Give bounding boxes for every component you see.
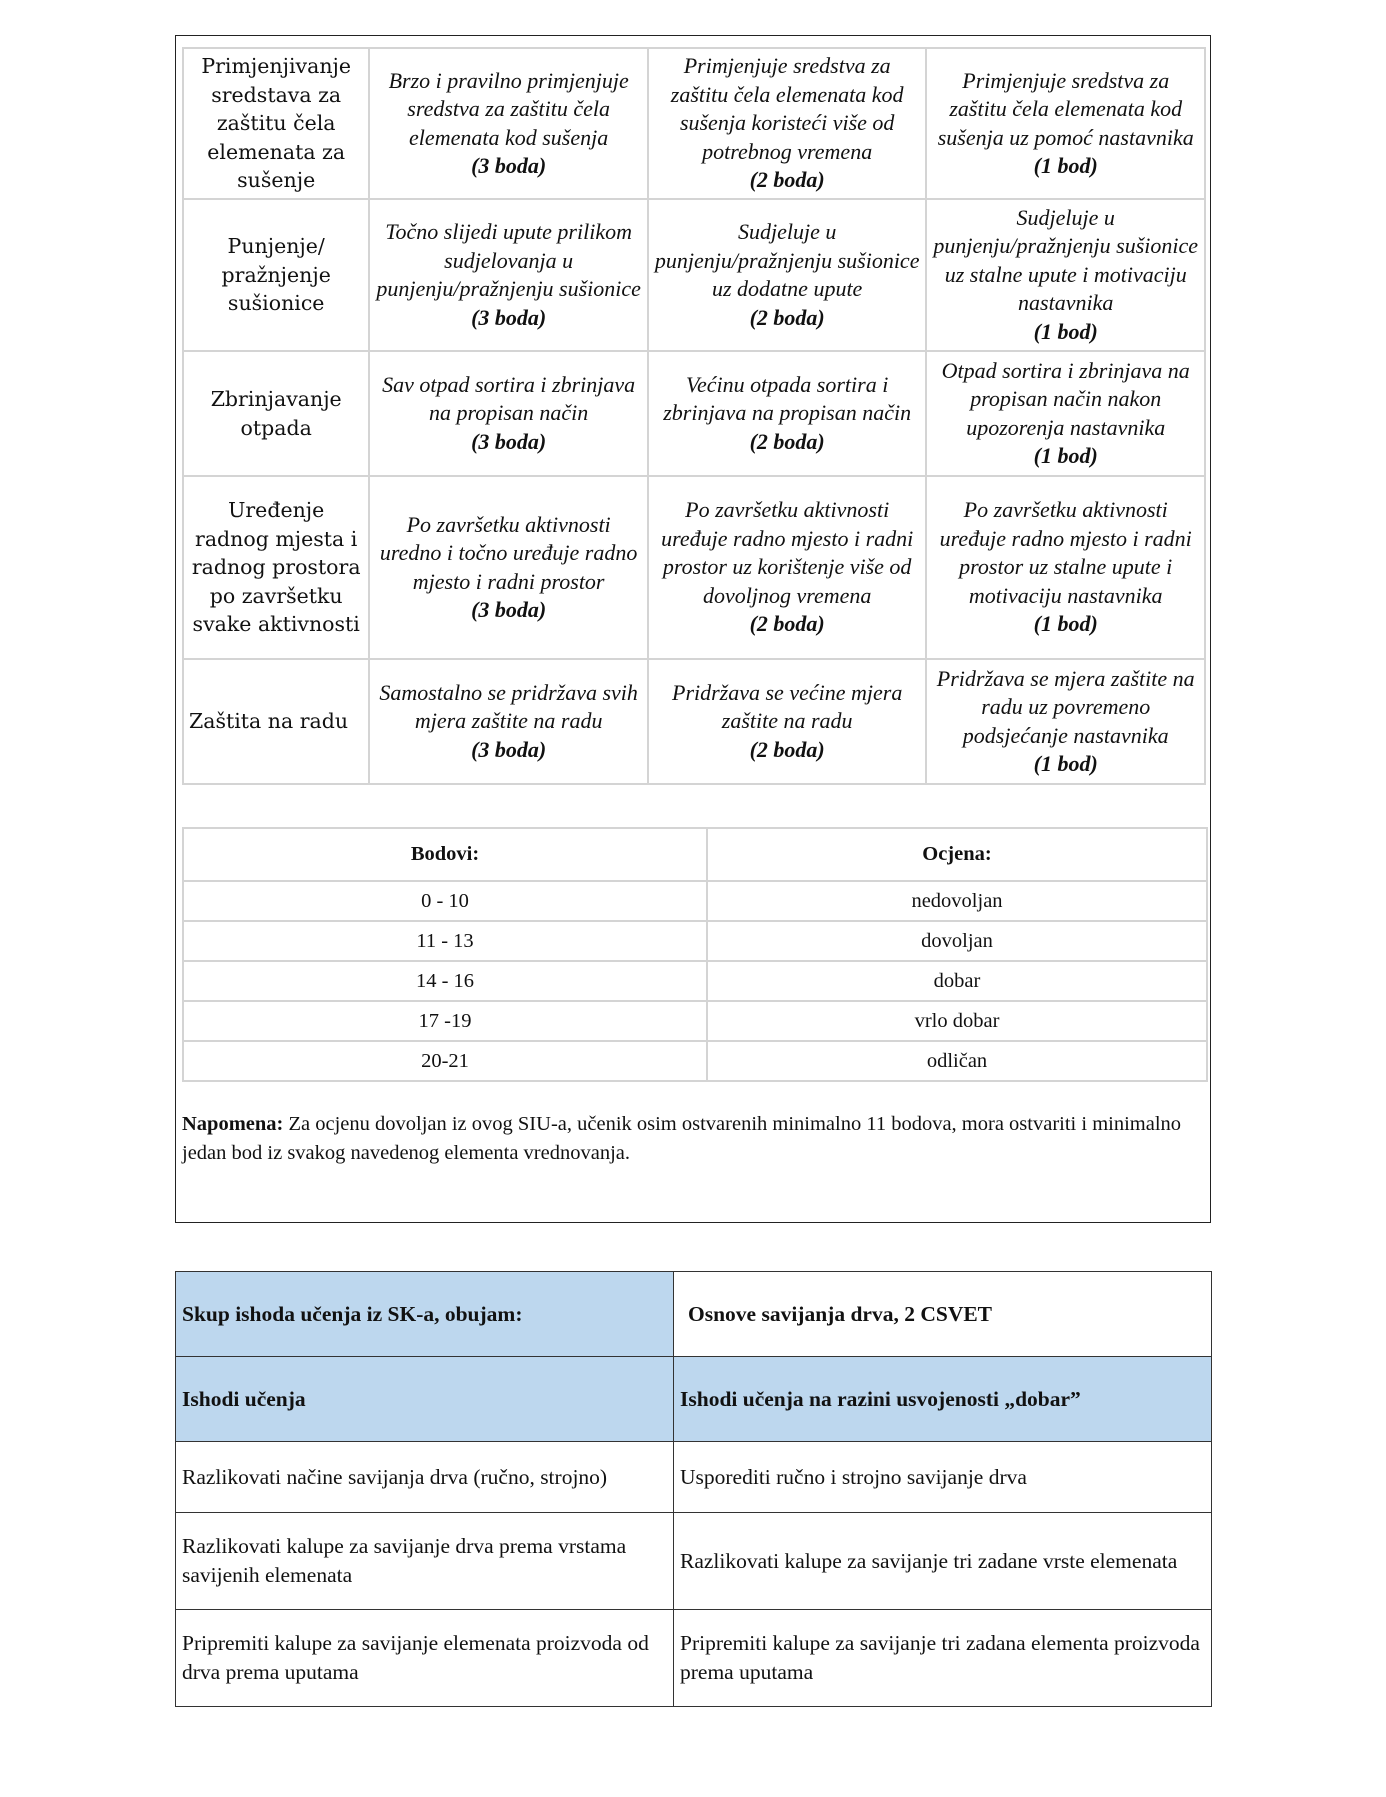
level-text: Primjenjuje sredstva za zaštitu čela elemenata kod sušenja uz pomoć nastavnika bbox=[937, 67, 1194, 150]
level-1-cell bbox=[926, 199, 1205, 351]
level-1-cell bbox=[926, 351, 1205, 476]
note-text: Za ocjenu dovoljan iz ovog SIU-a, učenik osim ostvarenih minimalno 11 bodova, mora ostvariti i minimalno jedan bod iz svakog navedenog elementa vrednovanja. bbox=[182, 1113, 1182, 1164]
level-text: Primjenjuje sredstva za zaštitu čela elemenata kod sušenja koristeći više od potrebnog vremena bbox=[670, 53, 904, 164]
level-1-cell bbox=[926, 659, 1205, 784]
level-3-cell bbox=[369, 199, 648, 351]
level-points: (3 boda) bbox=[471, 304, 547, 330]
level-points: (3 boda) bbox=[471, 597, 547, 622]
level-text: Otpad sortira i zbrinjava na propisan način nakon upozorenja nastavnika bbox=[941, 357, 1190, 440]
outcome-good-level: Pripremiti kalupe za savijanje tri zadana elementa proizvoda prema uputama bbox=[674, 1610, 1212, 1707]
level-points: (1 bod) bbox=[1033, 318, 1098, 344]
grading-row bbox=[183, 921, 1207, 961]
grade-header: Ocjena: bbox=[707, 828, 1207, 881]
points-range: 0 - 10 bbox=[183, 881, 707, 921]
rubric-row bbox=[183, 48, 1205, 199]
level-text: Sudjeluje u punjenju/pražnjenju sušionice uz stalne upute i motivaciju nastavnika bbox=[933, 204, 1199, 316]
criterion-cell: Zaštita na radu bbox=[183, 659, 369, 784]
level-text: Pridržava se mjera zaštite na radu uz povremeno podsjećanje nastavnika bbox=[936, 665, 1195, 748]
level-2-cell bbox=[648, 351, 927, 476]
level-text: Po završetku aktivnosti uređuje radno mjesto i radni prostor uz stalne upute i motivaciju nastavnika bbox=[939, 497, 1192, 608]
level-text: Većinu otpada sortira i zbrinjava na propisan način bbox=[663, 371, 912, 426]
outcome-row bbox=[176, 1442, 1212, 1513]
level-text: Pridržava se većine mjera zaštite na radu bbox=[672, 679, 903, 734]
rubric-row bbox=[183, 476, 1205, 659]
level-text: Po završetku aktivnosti uredno i točno uređuje radno mjesto i radni prostor bbox=[379, 511, 638, 594]
outcome-row bbox=[176, 1513, 1212, 1610]
learning-outcomes-table bbox=[175, 1271, 1212, 1707]
outcome-text: Pripremiti kalupe za savijanje elemenata proizvoda od drva prema uputama bbox=[176, 1610, 674, 1707]
level-1-cell bbox=[926, 48, 1205, 199]
level-text: Samostalno se pridržava svih mjera zaštite na radu bbox=[379, 679, 638, 734]
outcome-set-value: Osnove savijanja drva, 2 CSVET bbox=[674, 1272, 1212, 1357]
level-points: (3 boda) bbox=[471, 428, 547, 454]
level-points: (2 boda) bbox=[749, 428, 825, 454]
rubric-table bbox=[182, 47, 1206, 785]
points-header: Bodovi: bbox=[183, 828, 707, 881]
grading-row bbox=[183, 1041, 1207, 1081]
rubric-row bbox=[183, 659, 1205, 784]
criterion-cell: Punjenje/ pražnjenje sušionice bbox=[183, 199, 369, 351]
level-points: (1 bod) bbox=[1033, 153, 1098, 178]
grade-value: nedovoljan bbox=[707, 881, 1207, 921]
level-2-cell bbox=[648, 476, 927, 659]
criterion-cell: Zbrinjavanje otpada bbox=[183, 351, 369, 476]
level-3-cell bbox=[369, 659, 648, 784]
level-points: (2 boda) bbox=[749, 304, 825, 330]
level-points: (2 boda) bbox=[749, 736, 825, 762]
grading-scale-table bbox=[182, 827, 1208, 1082]
level-2-cell bbox=[648, 199, 927, 351]
points-range: 20-21 bbox=[183, 1041, 707, 1081]
grade-value: vrlo dobar bbox=[707, 1001, 1207, 1041]
grade-value: odličan bbox=[707, 1041, 1207, 1081]
outcome-text: Razlikovati kalupe za savijanje drva prema vrstama savijenih elemenata bbox=[176, 1513, 674, 1610]
points-range: 11 - 13 bbox=[183, 921, 707, 961]
level-points: (2 boda) bbox=[749, 611, 825, 637]
rubric-row bbox=[183, 199, 1205, 351]
level-text: Po završetku aktivnosti uređuje radno mjesto i radni prostor uz korištenje više od dovoljnog vremena bbox=[661, 497, 914, 608]
outcome-text: Razlikovati načine savijanja drva (ručno, strojno) bbox=[176, 1442, 674, 1513]
level-3-cell bbox=[369, 48, 648, 199]
level-points: (1 bod) bbox=[1033, 443, 1098, 468]
outcomes-header-row bbox=[176, 1357, 1212, 1442]
outcomes-col1-header: Ishodi učenja bbox=[176, 1357, 674, 1442]
criterion-cell: Uređenje radnog mjesta i radnog prostora po završetku svake aktivnosti bbox=[183, 476, 369, 659]
level-1-cell bbox=[926, 476, 1205, 659]
level-text: Točno slijedi upute prilikom sudjelovanja u punjenju/pražnjenju sušionice bbox=[376, 219, 641, 301]
grade-value: dovoljan bbox=[707, 921, 1207, 961]
outcomes-col2-header: Ishodi učenja na razini usvojenosti „dobar” bbox=[674, 1357, 1212, 1442]
level-points: (3 boda) bbox=[471, 153, 547, 178]
level-points: (3 boda) bbox=[471, 736, 547, 762]
note-paragraph bbox=[182, 1110, 1202, 1168]
points-range: 17 -19 bbox=[183, 1001, 707, 1041]
level-text: Sudjeluje u punjenju/pražnjenju sušionice uz dodatne upute bbox=[654, 219, 920, 301]
level-2-cell bbox=[648, 659, 927, 784]
outcome-good-level: Usporediti ručno i strojno savijanje drva bbox=[674, 1442, 1212, 1513]
level-text: Brzo i pravilno primjenjuje sredstva za zaštitu čela elemenata kod sušenja bbox=[388, 67, 629, 150]
level-points: (1 bod) bbox=[1033, 751, 1098, 776]
level-text: Sav otpad sortira i zbrinjava na propisan način bbox=[382, 371, 636, 426]
grade-value: dobar bbox=[707, 961, 1207, 1001]
grading-row bbox=[183, 1001, 1207, 1041]
outcome-row bbox=[176, 1610, 1212, 1707]
level-2-cell bbox=[648, 48, 927, 199]
level-points: (1 bod) bbox=[1033, 611, 1098, 637]
level-3-cell bbox=[369, 476, 648, 659]
grading-header-row bbox=[183, 828, 1207, 881]
note-label: Napomena: bbox=[182, 1113, 284, 1135]
rubric-row bbox=[183, 351, 1205, 476]
outcome-set-label: Skup ishoda učenja iz SK-a, obujam: bbox=[176, 1272, 674, 1357]
grading-row bbox=[183, 881, 1207, 921]
level-points: (2 boda) bbox=[749, 167, 825, 193]
points-range: 14 - 16 bbox=[183, 961, 707, 1001]
grading-row bbox=[183, 961, 1207, 1001]
outcome-good-level: Razlikovati kalupe za savijanje tri zadane vrste elemenata bbox=[674, 1513, 1212, 1610]
criterion-cell: Primjenjivanje sredstava za zaštitu čela elemenata za sušenje bbox=[183, 48, 369, 199]
level-3-cell bbox=[369, 351, 648, 476]
outcome-set-row bbox=[176, 1272, 1212, 1357]
